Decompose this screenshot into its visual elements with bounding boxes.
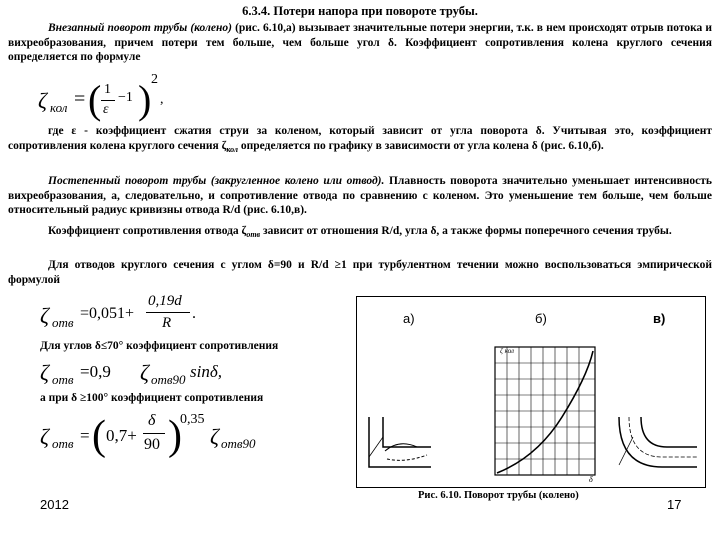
fraction-numerator: δ xyxy=(148,412,156,429)
paragraph-gradual-turn-text: Плавность поворота значительно уменьшает интенсивность вихреобразования, а, следовательно, и сопротивление отвода по сравнению с коленом. Это уменьшение тем больше, чем больше относительный радиус кривизны отвода R/d (рис. 6.10,в). xyxy=(8,175,712,216)
paragraph-bend-text-b: зависит от отношения R/d, угла δ, а также формы поперечного сечения трубы. xyxy=(260,225,672,237)
fraction-bar xyxy=(143,433,165,434)
page-number: 17 xyxy=(667,497,682,512)
formula-elbow-coefficient xyxy=(38,72,168,124)
exponent: 0,35 xyxy=(180,412,205,427)
chart-b xyxy=(495,347,595,475)
zeta90-symbol: ζ xyxy=(210,424,219,449)
chart-curve xyxy=(497,351,593,473)
fraction-numerator: 0,19d xyxy=(148,293,182,309)
paragraph-empirical: Для отводов круглого сечения с углом δ=90 и R/d ≥1 при турбулентном течении можно воспользоваться эмпирической формулой xyxy=(8,259,712,286)
chart-grid xyxy=(495,347,595,475)
constant-term: =0,051+ xyxy=(80,305,135,322)
fraction-bar xyxy=(146,312,190,313)
fraction-denominator: ε xyxy=(103,102,109,117)
zeta-subscript: кол xyxy=(50,100,68,115)
comma: , xyxy=(160,92,164,107)
footer-year: 2012 xyxy=(40,497,69,512)
zeta90-subscript: отв90 xyxy=(151,372,186,387)
line-angle-ge-100: а при δ ≥100° коэффициент сопротивления xyxy=(40,392,264,404)
subscript-otv: отв xyxy=(246,230,261,239)
figure-drawing xyxy=(357,297,705,487)
paragraph-sudden-turn-text: (рис. 6.10,а) вызывает значительные потери энергии, т.к. в нем происходят отрыв потока и вихреобразования, причем потери тем больше, чем больше угол δ. Коэффициент сопротивления колена круглого сечения определяется по формуле xyxy=(8,22,712,63)
right-paren: ) xyxy=(168,413,182,459)
term-sudden-turn: Внезапный поворот трубы (колено) xyxy=(48,22,232,34)
figure-caption: Рис. 6.10. Поворот трубы (колено) xyxy=(418,490,579,501)
fraction-denominator: R xyxy=(162,315,172,331)
zeta-subscript: отв xyxy=(52,315,74,330)
right-paren: ) xyxy=(138,77,152,122)
zeta-subscript: отв xyxy=(52,436,74,451)
fraction-bar xyxy=(101,100,115,101)
left-paren: ( xyxy=(88,77,102,122)
figure-label-b: б) xyxy=(535,311,547,326)
elbow-sketch xyxy=(369,417,431,467)
coefficient: =0,9 xyxy=(80,362,111,381)
subscript-kol: кол xyxy=(226,144,239,154)
left-paren: ( xyxy=(92,413,106,459)
section-title: 6.3.4. Потери напора при повороте трубы. xyxy=(242,4,478,18)
period: . xyxy=(192,305,196,322)
zeta90-subscript: отв90 xyxy=(221,436,256,451)
sine-term: sinδ, xyxy=(190,362,222,381)
paragraph-contraction xyxy=(8,124,712,157)
paragraph-sudden-turn xyxy=(8,21,712,65)
fraction-numerator: 1 xyxy=(104,82,111,97)
exponent: 2 xyxy=(151,72,158,87)
paragraph-bend-text-a: Коэффициент сопротивления отвода ζ xyxy=(48,225,247,237)
formula-bend-ge100 xyxy=(40,410,270,466)
line-angle-le-70: Для углов δ≤70° коэффициент сопротивления xyxy=(40,340,279,352)
chart-b-x-axis-label: δ xyxy=(589,475,593,484)
formula-bend-lt70 xyxy=(40,356,230,390)
zeta-subscript: отв xyxy=(52,372,74,387)
formula-bend-empirical xyxy=(40,293,210,337)
constant-term: 0,7+ xyxy=(106,426,137,445)
figure-label-c: в) xyxy=(653,311,666,326)
zeta90-symbol: ζ xyxy=(140,360,149,385)
zeta-symbol: ζ xyxy=(40,360,49,385)
minus-one: −1 xyxy=(118,90,133,105)
bend-sketch xyxy=(619,417,697,467)
equals-sign: = xyxy=(74,88,86,110)
fraction-denominator: 90 xyxy=(144,436,160,453)
zeta-symbol: ζ xyxy=(38,88,47,113)
equals-sign: = xyxy=(80,426,90,445)
chart-b-y-axis-label: ζ кол xyxy=(500,347,514,355)
figure-label-a: а) xyxy=(403,311,415,326)
figure-6-10 xyxy=(356,296,706,488)
paragraph-bend-coefficient xyxy=(8,224,712,243)
paragraph-gradual-turn xyxy=(8,174,712,218)
paragraph-contraction-text-b: определяется по графику в зависимости от угла колена δ (рис. 6.10,б). xyxy=(238,139,604,152)
zeta-symbol: ζ xyxy=(40,303,49,328)
term-gradual-turn: Постепенный поворот трубы (закругленное колено или отвод). xyxy=(48,175,385,187)
paragraph-contraction-text-a: где ε - коэффициент сжатия струи за коленом, который зависит от угла поворота δ. Учитывая это, коэффициент сопротивления колена круглого сечения ζ xyxy=(8,125,712,152)
zeta-symbol: ζ xyxy=(40,424,49,449)
